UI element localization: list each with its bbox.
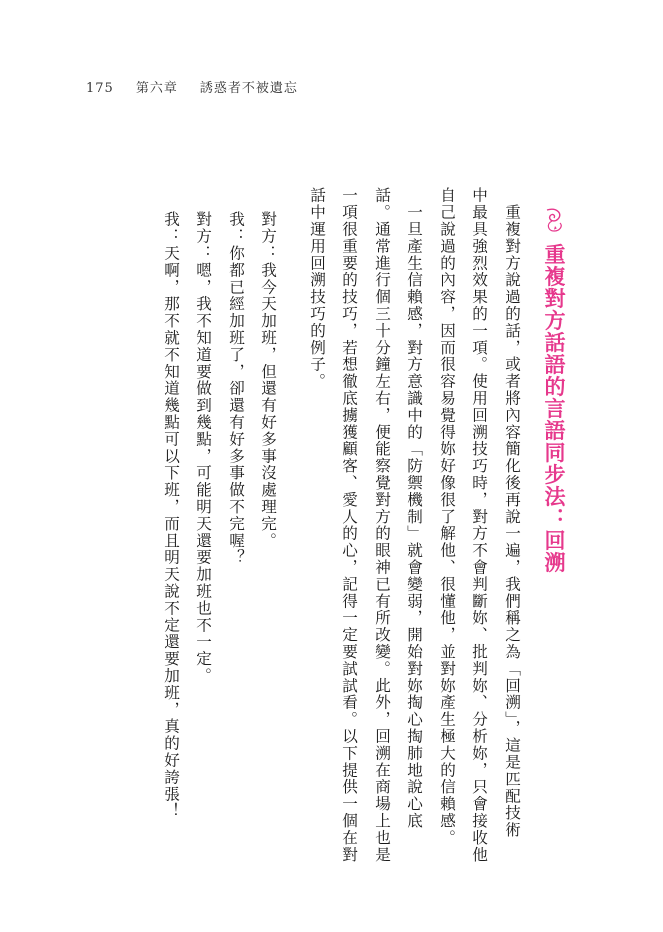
body-line-5: 話。通常進行個三十分鐘左右，便能察覺對方的眼神已有所改變。此外，回溯在商場上也是: [373, 187, 391, 863]
dialogue-line-2: 我：你都已經加班了，卻還有好多事做不完喔？: [227, 211, 245, 566]
section-heading: [541, 207, 567, 573]
dialogue-line-4: 我：天啊，那不就不知道幾點可以下班，而且明天說不定還要加班，真的好誇張！: [162, 211, 180, 820]
heading-text: 重複對方話語的言語同步法：回溯: [542, 243, 566, 574]
spiral-flourish-icon: [541, 207, 567, 235]
chapter-label: 第六章: [135, 81, 178, 96]
body-line-3: 自己說過的內容，因而很容易覺得妳好像很了解他、很懂他，並對妳產生極大的信賴感。: [438, 187, 456, 847]
chapter-title: 誘惑者不被遺忘: [199, 81, 298, 96]
body-line-1: 重複對方說過的話，或者將內容簡化後再說一遍，我們稱之為「回溯」，這是匹配技術: [503, 187, 521, 839]
body-line-4: 一旦產生信賴感，對方意識中的「防禦機制」就會變弱，開始對妳掏心掏肺地說心底: [405, 187, 423, 830]
body-line-7: 話中運用回溯技巧的例子。: [308, 187, 326, 390]
running-header: [86, 77, 320, 96]
body-line-2: 中最具強烈效果的一項。使用回溯技巧時，對方不會判斷妳、批判妳、分析妳，只會接收他: [470, 187, 488, 863]
body-line-6: 一項很重要的技巧，若想徹底擄獲顧客、愛人的心，記得一定要試試看。以下提供一個在對: [340, 187, 358, 863]
page-number: 175: [86, 81, 114, 96]
dialogue-line-3: 對方：嗯，我不知道要做到幾點，可能明天還要加班也不一定。: [194, 211, 212, 685]
dialogue-line-1: 對方：我今天加班，但還有好多事沒處理完。: [259, 211, 277, 549]
